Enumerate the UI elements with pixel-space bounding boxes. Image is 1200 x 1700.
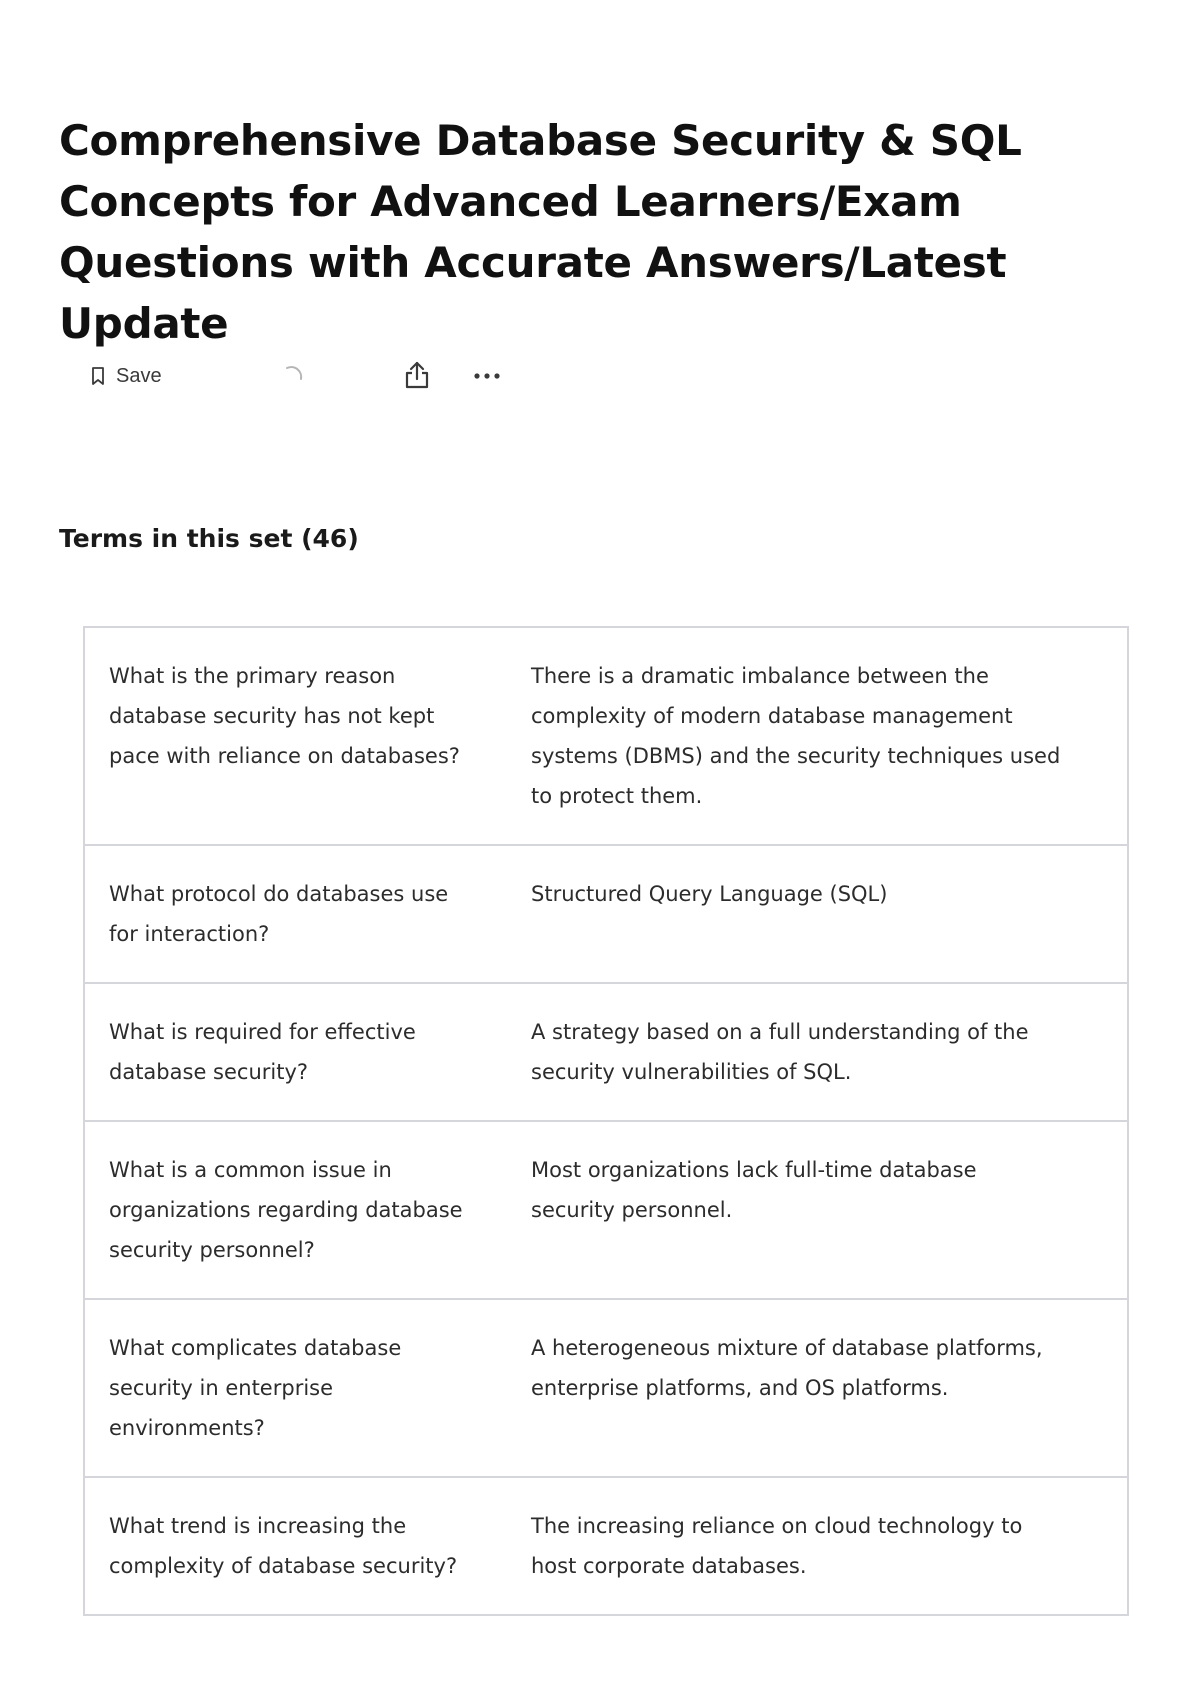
term-row [85, 846, 1127, 984]
terms-table [83, 626, 1129, 1616]
term-answer: A heterogeneous mixture of database platforms, enterprise platforms, and OS platforms. [531, 1336, 1043, 1400]
term-question: What is required for effective database security? [109, 1020, 416, 1084]
toolbar [84, 354, 524, 398]
term-answer: A strategy based on a full understanding of the security vulnerabilities of SQL. [531, 1020, 1029, 1084]
term-row [85, 628, 1127, 846]
term-row [85, 1122, 1127, 1300]
terms-heading: Terms in this set (46) [59, 524, 359, 553]
term-question: What protocol do databases use for interaction? [109, 882, 449, 946]
share-button[interactable] [395, 354, 439, 398]
term-answer: Most organizations lack full-time database security personnel. [531, 1158, 977, 1222]
term-answer: There is a dramatic imbalance between the complexity of modern database management systems (DBMS) and the security techniques used to protect them. [531, 664, 1061, 808]
share-icon [402, 359, 432, 394]
term-question: What is a common issue in organizations regarding database security personnel? [109, 1158, 463, 1262]
term-answer: The increasing reliance on cloud technology to host corporate databases. [531, 1514, 1023, 1578]
more-options-button[interactable] [465, 354, 509, 398]
term-row [85, 984, 1127, 1122]
bookmark-icon [90, 366, 106, 386]
more-horizontal-icon [472, 369, 502, 384]
term-question: What is the primary reason database security has not kept pace with reliance on databases? [109, 664, 460, 768]
page-title: Comprehensive Database Security & SQL Concepts for Advanced Learners/Exam Questions with Accurate Answers/Latest Update [59, 116, 1022, 348]
term-question: What trend is increasing the complexity of database security? [109, 1514, 458, 1578]
term-question: What complicates database security in enterprise environments? [109, 1336, 402, 1440]
save-label: Save [116, 364, 162, 387]
term-row [85, 1300, 1127, 1478]
save-button[interactable] [84, 354, 168, 398]
term-answer: Structured Query Language (SQL) [531, 882, 888, 906]
spinner-icon [279, 362, 307, 390]
term-row [85, 1478, 1127, 1614]
